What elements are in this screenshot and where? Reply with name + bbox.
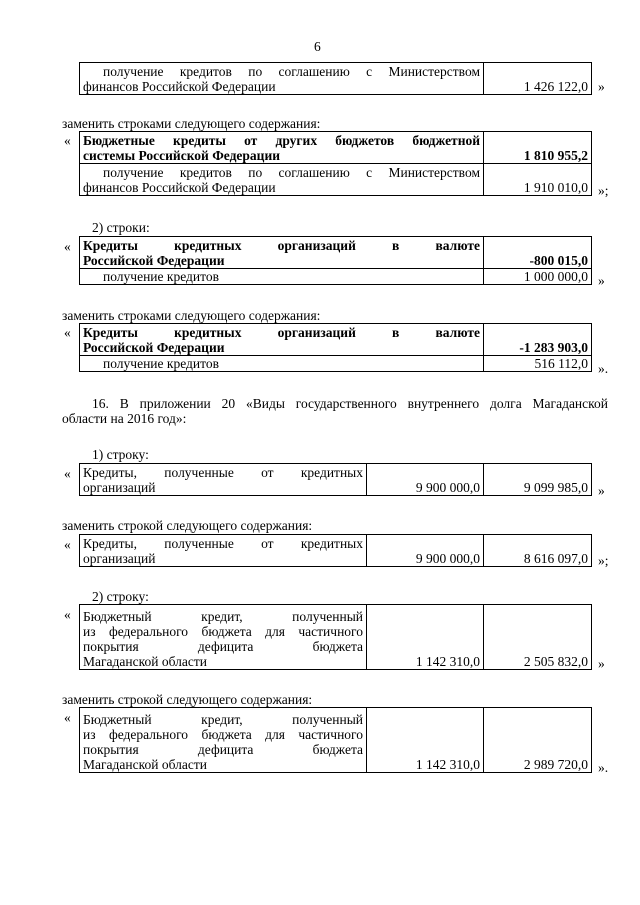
- table-cell-label: [80, 605, 367, 670]
- row-label-line: покрытия дефицита бюджета: [83, 639, 363, 654]
- closing-quote: ».: [598, 361, 609, 376]
- row-label-line: покрытия дефицита бюджета: [83, 742, 363, 757]
- table-7: [79, 604, 592, 670]
- closing-quote: ».: [598, 760, 609, 775]
- row-label-line: финансов Российской Федерации: [83, 79, 276, 94]
- row-label-line: Российской Федерации: [83, 253, 225, 268]
- table-cell-label: [80, 324, 484, 356]
- table-cell-label: получение кредитов: [80, 356, 484, 372]
- row-label-line: Кредиты, полученные от кредитных: [83, 536, 363, 551]
- table-cell-value: -1 283 903,0: [484, 324, 592, 356]
- row-label-line: Российской Федерации: [83, 340, 225, 355]
- row-label-line: из федерального бюджета для частичного: [83, 624, 363, 639]
- row-label-line: получение кредитов по соглашению с Министерством: [103, 64, 480, 79]
- paragraph-line: 16. В приложении 20 «Виды государственного внутреннего долга Магаданской: [92, 396, 608, 411]
- paragraph: 1) строку:: [92, 447, 149, 462]
- row-label-line: Магаданской области: [83, 757, 207, 772]
- table-cell-value: 1 142 310,0: [367, 708, 484, 773]
- table-row: [80, 269, 592, 285]
- paragraph-16: [62, 396, 608, 426]
- table-cell-label: [80, 132, 484, 164]
- table-cell-value: 516 112,0: [484, 356, 592, 372]
- opening-quote: «: [64, 607, 71, 622]
- row-label-line: из федерального бюджета для частичного: [83, 727, 363, 742]
- paragraph: 2) строку:: [92, 589, 149, 604]
- table-cell-value: 9 099 985,0: [484, 464, 592, 496]
- table-8: [79, 707, 592, 773]
- row-label-line: Бюджетный кредит, полученный: [83, 609, 363, 624]
- opening-quote: «: [64, 325, 71, 340]
- table-cell-label: [80, 164, 484, 196]
- table-cell-label: [80, 237, 484, 269]
- closing-quote: »: [598, 79, 605, 94]
- opening-quote: «: [64, 239, 71, 254]
- table-cell-value: 2 505 832,0: [484, 605, 592, 670]
- closing-quote: »: [598, 273, 605, 288]
- table-cell-label: [80, 535, 367, 567]
- row-label-line: Кредиты кредитных организаций в валюте: [83, 325, 480, 340]
- table-cell-value: 9 900 000,0: [367, 464, 484, 496]
- closing-quote: »: [598, 483, 605, 498]
- table-row: [80, 132, 592, 164]
- opening-quote: «: [64, 133, 71, 148]
- closing-quote: »: [598, 656, 605, 671]
- table-row: [80, 708, 592, 773]
- paragraph-line: области на 2016 год»:: [62, 411, 187, 426]
- table-cell-value: 2 989 720,0: [484, 708, 592, 773]
- paragraph: заменить строкой следующего содержания:: [62, 518, 313, 533]
- row-label-line: организаций: [83, 551, 156, 566]
- table-cell-label: [80, 708, 367, 773]
- table-cell-label: [80, 464, 367, 496]
- row-label-line: Кредиты кредитных организаций в валюте: [83, 238, 480, 253]
- table-cell-value: 1 426 122,0: [484, 63, 592, 95]
- table-6: [79, 534, 592, 567]
- row-label-line: организаций: [83, 480, 156, 495]
- opening-quote: «: [64, 537, 71, 552]
- table-row: [80, 164, 592, 196]
- table-cell-value: -800 015,0: [484, 237, 592, 269]
- table-row: [80, 605, 592, 670]
- row-label-line: получение кредитов по соглашению с Министерством: [103, 165, 480, 180]
- table-cell-label: [80, 63, 484, 95]
- table-cell-label: получение кредитов: [80, 269, 484, 285]
- table-2: [79, 131, 592, 196]
- paragraph: заменить строкой следующего содержания:: [62, 692, 313, 707]
- table-row: [80, 324, 592, 356]
- row-label-line: финансов Российской Федерации: [83, 180, 276, 195]
- table-cell-value: 1 142 310,0: [367, 605, 484, 670]
- table-cell-value: 1 810 955,2: [484, 132, 592, 164]
- closing-quote: »;: [598, 553, 609, 568]
- table-4: [79, 323, 592, 372]
- paragraph: 2) строки:: [92, 220, 150, 235]
- table-1: [79, 62, 592, 95]
- table-cell-value: 9 900 000,0: [367, 535, 484, 567]
- table-cell-value: 1 000 000,0: [484, 269, 592, 285]
- table-row: [80, 535, 592, 567]
- row-label-line: Бюджетные кредиты от других бюджетов бюджетной: [83, 133, 480, 148]
- row-label-line: Магаданской области: [83, 654, 207, 669]
- page-number: 6: [314, 39, 321, 54]
- paragraph: заменить строками следующего содержания:: [62, 308, 321, 323]
- table-5: [79, 463, 592, 496]
- table-row: [80, 237, 592, 269]
- table-row: [80, 464, 592, 496]
- closing-quote: »;: [598, 183, 609, 198]
- table-3: [79, 236, 592, 285]
- row-label-line: системы Российской Федерации: [83, 148, 281, 163]
- opening-quote: «: [64, 466, 71, 481]
- table-cell-value: 8 616 097,0: [484, 535, 592, 567]
- row-label-line: Бюджетный кредит, полученный: [83, 712, 363, 727]
- paragraph: заменить строками следующего содержания:: [62, 116, 321, 131]
- row-label-line: Кредиты, полученные от кредитных: [83, 465, 363, 480]
- table-row: [80, 63, 592, 95]
- table-row: [80, 356, 592, 372]
- table-cell-value: 1 910 010,0: [484, 164, 592, 196]
- opening-quote: «: [64, 710, 71, 725]
